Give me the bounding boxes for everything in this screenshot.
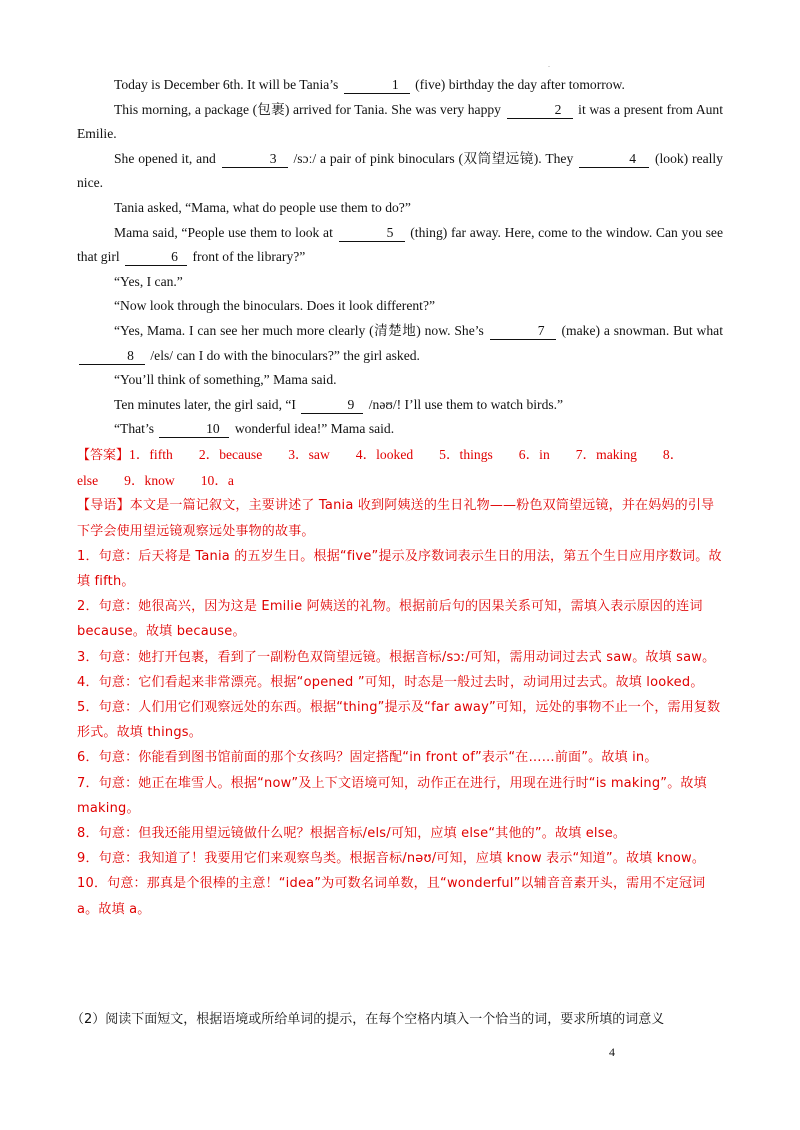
answer-item: 1．fifth: [129, 447, 173, 462]
passage-paragraph-3: She opened it, and 3 /sɔː/ a pair of pink binoculars (双筒望远镜). They 4 (look) really nice.: [77, 150, 723, 191]
explanation-item: 9．句意：我知道了！我要用它们来观察鸟类。根据音标/nəʊ/可知，应填 know 表示“知道”。故填 know。: [77, 851, 706, 867]
next-section-instruction: （2）阅读下面短文，根据语境或所给单词的提示，在每个空格内填入一个恰当的词，要求所填的词意义: [71, 1012, 665, 1027]
explanation-item: 2．句意：她很高兴，因为这是 Emilie 阿姨送的礼物。根据前后句的因果关系可知，需填入表示原因的连词 because。故填 because。: [77, 599, 703, 640]
blank-8: 8: [79, 348, 145, 365]
explanation-item: 5．句意：人们用它们观察远处的东西。根据“thing”提示及“far away”可知，远处的事物不止一个，需用复数形式。故填 things。: [77, 700, 721, 741]
answer-item: 10．a: [200, 473, 234, 489]
blank-10: 10: [159, 421, 229, 438]
passage-paragraph-1: Today is December 6th. It will be Tania’s 1 (five) birthday the day after tomorrow.: [114, 77, 625, 92]
passage-paragraph-9: “You’ll think of something,” Mama said.: [114, 372, 337, 388]
passage-paragraph-11: “That’s 10 wonderful idea!” Mama said.: [114, 421, 395, 437]
answer-item: 5．things: [439, 447, 493, 462]
blank-6: 6: [125, 249, 187, 266]
explanation-item: 8．句意：但我还能用望远镜做什么呢？根据音标/els/可知，应填 else“其他的”。故填 else。: [77, 826, 627, 842]
answer-item: 6．in: [518, 447, 550, 462]
reading-passage: [77, 73, 723, 442]
blank-4: 4: [579, 151, 649, 168]
blank-5: 5: [339, 225, 405, 242]
passage-paragraph-6: “Yes, I can.”: [114, 273, 183, 289]
blank-2: 2: [507, 102, 573, 119]
blank-7: 7: [490, 323, 556, 340]
answer-item: 7．making: [575, 447, 637, 462]
blank-3: 3: [222, 151, 288, 168]
answer-key: [77, 442, 723, 922]
page-number: 4: [609, 1045, 615, 1059]
passage-paragraph-2: This morning, a package (包裹) arrived for Tania. She was very happy 2 it was a present from Aunt Emilie.: [77, 101, 724, 142]
explanation-item: 4．句意：它们看起来非常漂亮。根据“opened ”可知，时态是一般过去时，动词用过去式。故填 looked。: [77, 674, 704, 690]
decorative-dot: .: [548, 60, 550, 69]
answer-list: [77, 442, 723, 493]
answer-item: 9．know: [124, 473, 175, 489]
passage-paragraph-8: “Yes, Mama. I can see her much more clearly (清楚地) now. She’s 7 (make) a snowman. But what 8 /els/ can I do with the binoculars?” the girl asked.: [77, 319, 723, 368]
answer-item: 3．saw: [288, 447, 330, 462]
answer-label: 【答案】: [77, 448, 130, 463]
passage-paragraph-7: “Now look through the binoculars. Does it look different?”: [114, 298, 436, 314]
passage-paragraph-5: Mama said, “People use them to look at 5 (thing) far away. Here, come to the window. Can you see that girl 6 front of the library?”: [77, 224, 723, 265]
passage-paragraph-4: Tania asked, “Mama, what do people use them to do?”: [114, 199, 411, 215]
explanation-item: 1．句意：后天将是 Tania 的五岁生日。根据“five”提示及序数词表示生日的用法，第五个生日应用序数词。故填 fifth。: [77, 548, 722, 590]
blank-9: 9: [301, 397, 363, 414]
answer-item: 4．looked: [355, 447, 414, 462]
explanation-item: 10．句意：那真是个很棒的主意！“idea”为可数名词单数，且“wonderful”以辅音音素开头，需用不定冠词 a。故填 a。: [77, 876, 706, 917]
passage-paragraph-10: Ten minutes later, the girl said, “I 9 /nəʊ/! I’ll use them to watch birds.”: [114, 396, 564, 412]
answer-item: 8．else: [77, 447, 684, 489]
explanation-item: 3．句意：她打开包裹，看到了一副粉色双筒望远镜。根据音标/sɔː/可知，需用动词过去式 saw。故填 saw。: [77, 649, 716, 665]
explanation-item: 7．句意：她正在堆雪人。根据“now”及上下文语境可知，动作正在进行，用现在进行时“is making”。故填 making。: [77, 775, 707, 816]
explanation-item: 6．句意：你能看到图书馆前面的那个女孩吗？固定搭配“in front of”表示“在……前面”。故填 in。: [77, 750, 658, 766]
answer-item: 2．because: [198, 447, 263, 462]
guide-summary: 【导语】本文是一篇记叙文，主要讲述了 Tania 收到阿姨送的生日礼物——粉色双筒望远镜，并在妈妈的引导下学会使用望远镜观察远处事物的故事。: [77, 498, 715, 539]
blank-1: 1: [344, 77, 410, 94]
